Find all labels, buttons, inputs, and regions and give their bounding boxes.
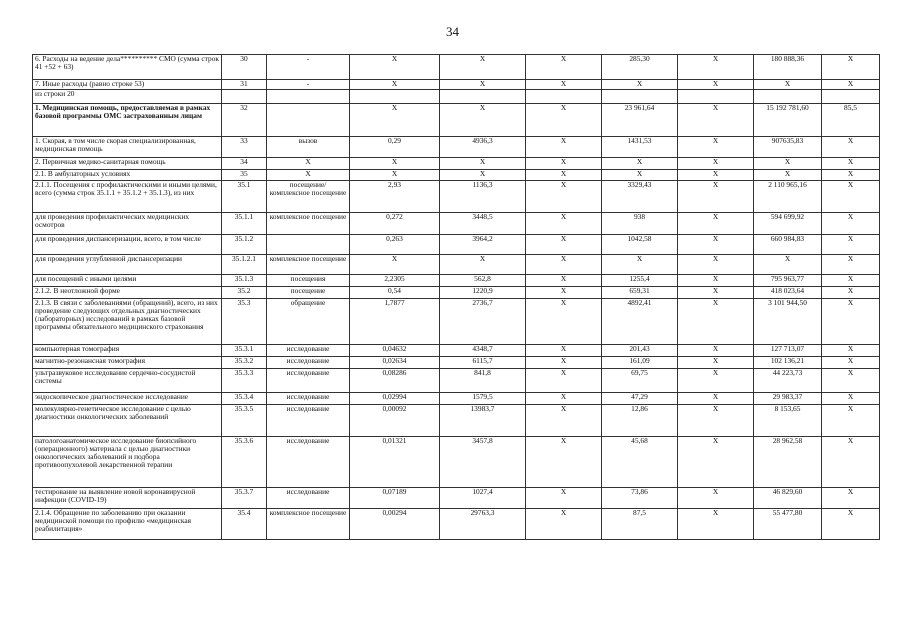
table-cell: посещения xyxy=(267,275,350,287)
table-cell: 161,09 xyxy=(602,357,678,369)
table-cell: 2736,7 xyxy=(440,299,526,345)
table-cell: Х xyxy=(602,170,678,181)
table-cell: 2 110 965,16 xyxy=(754,181,822,213)
table-cell: 1579,5 xyxy=(440,393,526,405)
table-cell: Х xyxy=(350,55,440,80)
table-cell: молекулярно-генетическое исследование с целью диагностики онкологических заболеваний xyxy=(33,405,222,437)
table-cell: Х xyxy=(822,170,880,181)
table-cell: 180 888,36 xyxy=(754,55,822,80)
table-row xyxy=(33,90,880,104)
table-cell: Х xyxy=(678,509,754,540)
table-cell: Х xyxy=(526,275,602,287)
table-cell: 2.1.2. В неотложной форме xyxy=(33,287,222,299)
table-cell: 1042,58 xyxy=(602,235,678,255)
table-cell: Х xyxy=(822,437,880,488)
table-cell: Х xyxy=(678,299,754,345)
table-cell: 3457,8 xyxy=(440,437,526,488)
table-cell: посещение/ комплексное посещение xyxy=(267,181,350,213)
table-cell: 35.4 xyxy=(222,509,267,540)
table-cell: 938 xyxy=(602,213,678,235)
table-cell: 102 136,21 xyxy=(754,357,822,369)
table-cell: 659,31 xyxy=(602,287,678,299)
table-row xyxy=(33,509,880,540)
table-cell: 29 983,37 xyxy=(754,393,822,405)
table-cell: 87,5 xyxy=(602,509,678,540)
table-cell: 4348,7 xyxy=(440,345,526,357)
table-cell: 2. Первичная медико-санитарная помощь xyxy=(33,158,222,170)
table-cell: для посещений с иными целями xyxy=(33,275,222,287)
table-cell: Х xyxy=(678,104,754,137)
table-cell: 0,54 xyxy=(350,287,440,299)
table-cell: Х xyxy=(678,235,754,255)
table-cell: 1431,53 xyxy=(602,137,678,158)
table-cell: Х xyxy=(526,357,602,369)
table-cell: исследование xyxy=(267,405,350,437)
table-cell: 0,04632 xyxy=(350,345,440,357)
table-cell: Х xyxy=(678,393,754,405)
table-cell: для проведения углубленной диспансеризации xyxy=(33,255,222,275)
table-cell: Х xyxy=(822,80,880,90)
table-cell: исследование xyxy=(267,369,350,393)
table-cell: Х xyxy=(822,55,880,80)
table-cell: 35.3.4 xyxy=(222,393,267,405)
table-cell: Х xyxy=(678,275,754,287)
table-cell: компьютерная томография xyxy=(33,345,222,357)
table-cell: 0,02994 xyxy=(350,393,440,405)
table-cell: Х xyxy=(526,170,602,181)
table-cell: Х xyxy=(678,80,754,90)
table-cell: Х xyxy=(822,405,880,437)
table-cell xyxy=(822,90,880,104)
table-row xyxy=(33,80,880,90)
table-cell: Х xyxy=(678,357,754,369)
table-cell: 12,86 xyxy=(602,405,678,437)
table-cell: 2.1.3. В связи с заболеваниями (обращений), всего, из них проведение следующих отдельных диагностических (лабораторных) исследований в рамках базовой программы обязательного медицинского страхования xyxy=(33,299,222,345)
table-cell: Х xyxy=(526,181,602,213)
table-cell: Х xyxy=(678,255,754,275)
table-cell: Х xyxy=(350,104,440,137)
table-cell: 35.1.2.1 xyxy=(222,255,267,275)
table-cell: Х xyxy=(440,55,526,80)
table-cell xyxy=(526,90,602,104)
table-cell: Х xyxy=(526,137,602,158)
table-cell: Х xyxy=(526,158,602,170)
table-row xyxy=(33,275,880,287)
table-cell: 35.1.1 xyxy=(222,213,267,235)
table-cell: вызов xyxy=(267,137,350,158)
table-cell: Х xyxy=(526,393,602,405)
table-cell: 0,29 xyxy=(350,137,440,158)
table-cell: Х xyxy=(678,345,754,357)
table-row xyxy=(33,488,880,509)
table-cell: Х xyxy=(822,299,880,345)
table-cell: 1,7877 xyxy=(350,299,440,345)
table-cell xyxy=(267,104,350,137)
table-cell: Х xyxy=(678,369,754,393)
table-cell: 73,86 xyxy=(602,488,678,509)
table-cell: исследование xyxy=(267,488,350,509)
table-cell: Х xyxy=(754,255,822,275)
table-cell: 28 962,58 xyxy=(754,437,822,488)
table-cell: 0,263 xyxy=(350,235,440,255)
table-cell: Х xyxy=(526,80,602,90)
table-row xyxy=(33,369,880,393)
table-cell: исследование xyxy=(267,393,350,405)
table-cell: 795 963,77 xyxy=(754,275,822,287)
table-cell: исследование xyxy=(267,357,350,369)
table-cell: для проведения диспансеризации, всего, в том числе xyxy=(33,235,222,255)
table-cell: 3329,43 xyxy=(602,181,678,213)
table-cell: Х xyxy=(440,170,526,181)
table-cell: 660 984,83 xyxy=(754,235,822,255)
table-cell: исследование xyxy=(267,345,350,357)
table-cell: Х xyxy=(678,170,754,181)
table-cell: 35.3.2 xyxy=(222,357,267,369)
table-cell: 0,272 xyxy=(350,213,440,235)
page-number: 34 xyxy=(446,24,459,39)
table-cell: 35.3.5 xyxy=(222,405,267,437)
table-cell: 35.1.3 xyxy=(222,275,267,287)
table-cell: 4892,41 xyxy=(602,299,678,345)
table-cell: Х xyxy=(526,235,602,255)
table-cell: Х xyxy=(526,299,602,345)
table-cell: Х xyxy=(822,255,880,275)
table-cell: Х xyxy=(678,488,754,509)
table-cell xyxy=(678,90,754,104)
table-cell: из строки 20 xyxy=(33,90,222,104)
table-cell: 35.3.1 xyxy=(222,345,267,357)
table-cell: Х xyxy=(822,137,880,158)
table-cell: Х xyxy=(267,170,350,181)
table-cell xyxy=(440,90,526,104)
table-cell: 594 699,92 xyxy=(754,213,822,235)
table-cell: 841,8 xyxy=(440,369,526,393)
table-cell: 1255,4 xyxy=(602,275,678,287)
table-cell: 69,75 xyxy=(602,369,678,393)
table-cell xyxy=(267,90,350,104)
table-cell: 2,2305 xyxy=(350,275,440,287)
table-cell: эндоскопическое диагностическое исследование xyxy=(33,393,222,405)
table-cell: 47,29 xyxy=(602,393,678,405)
table-cell: 45,68 xyxy=(602,437,678,488)
table-cell: Х xyxy=(678,213,754,235)
table-cell: Х xyxy=(526,287,602,299)
table-cell: Х xyxy=(822,357,880,369)
table-cell: Х xyxy=(822,369,880,393)
table-cell: 7. Иные расходы (равно строке 53) xyxy=(33,80,222,90)
table-cell: Х xyxy=(526,345,602,357)
table-cell: - xyxy=(267,55,350,80)
table-row xyxy=(33,235,880,255)
table-cell: 35.3.3 xyxy=(222,369,267,393)
table-cell: Х xyxy=(526,369,602,393)
table-cell: 1. Медицинская помощь, предоставляемая в рамках базовой программы ОМС застрахованным лицам xyxy=(33,104,222,137)
table-row xyxy=(33,345,880,357)
table-cell xyxy=(222,90,267,104)
table-cell: 35.3.6 xyxy=(222,437,267,488)
table-cell: 46 829,60 xyxy=(754,488,822,509)
table-row xyxy=(33,158,880,170)
table-row xyxy=(33,181,880,213)
table-row xyxy=(33,55,880,80)
table-cell: 285,30 xyxy=(602,55,678,80)
table-cell: Х xyxy=(350,80,440,90)
table-cell: Х xyxy=(350,255,440,275)
table-cell: Х xyxy=(822,235,880,255)
table-cell: 35.2 xyxy=(222,287,267,299)
table-cell: Х xyxy=(754,170,822,181)
table-row xyxy=(33,405,880,437)
table-row xyxy=(33,170,880,181)
table-cell: Х xyxy=(526,437,602,488)
table-cell: Х xyxy=(822,488,880,509)
table-row xyxy=(33,255,880,275)
table-cell: Х xyxy=(526,405,602,437)
table-cell: 3 101 944,50 xyxy=(754,299,822,345)
table-cell: Х xyxy=(440,80,526,90)
table-cell: Х xyxy=(602,158,678,170)
table-cell: 55 477,80 xyxy=(754,509,822,540)
table-cell: 3448,5 xyxy=(440,213,526,235)
table-row xyxy=(33,357,880,369)
table-cell: Х xyxy=(678,437,754,488)
table-cell: Х xyxy=(754,158,822,170)
table-cell: 4936,3 xyxy=(440,137,526,158)
table-cell: Х xyxy=(678,137,754,158)
table-cell: Х xyxy=(526,509,602,540)
table-cell xyxy=(267,235,350,255)
table-cell: 35.3 xyxy=(222,299,267,345)
table-cell: 23 961,64 xyxy=(602,104,678,137)
table-cell: Х xyxy=(440,104,526,137)
table-row xyxy=(33,213,880,235)
table-cell: 1136,3 xyxy=(440,181,526,213)
table-cell: Х xyxy=(267,158,350,170)
table-cell: посещение xyxy=(267,287,350,299)
table-cell: Х xyxy=(602,80,678,90)
table-cell: 6. Расходы на ведение дела********** СМО (сумма строк 41 +52 + 63) xyxy=(33,55,222,80)
table-cell: обращение xyxy=(267,299,350,345)
table-cell: Х xyxy=(822,393,880,405)
table-cell: 31 xyxy=(222,80,267,90)
table-cell: 44 223,73 xyxy=(754,369,822,393)
table-cell: Х xyxy=(526,55,602,80)
table-cell: 30 xyxy=(222,55,267,80)
table-cell: 907635,83 xyxy=(754,137,822,158)
table-cell: 0,02634 xyxy=(350,357,440,369)
table-cell: Х xyxy=(754,80,822,90)
table-row xyxy=(33,104,880,137)
table-cell: Х xyxy=(350,170,440,181)
table-cell: Х xyxy=(526,104,602,137)
table-cell: Х xyxy=(350,158,440,170)
table-cell: комплексное посещение xyxy=(267,255,350,275)
table-cell xyxy=(350,90,440,104)
table-cell: Х xyxy=(822,275,880,287)
table-cell: 35.1 xyxy=(222,181,267,213)
table-cell: Х xyxy=(526,213,602,235)
table-cell: тестирование на выявление новой коронавирусной инфекции (COVID-19) xyxy=(33,488,222,509)
table-cell: 1220,9 xyxy=(440,287,526,299)
table-cell: - xyxy=(267,80,350,90)
table-cell: 8 153,65 xyxy=(754,405,822,437)
table-cell: Х xyxy=(602,255,678,275)
table-cell: Х xyxy=(822,213,880,235)
table-cell: Х xyxy=(822,509,880,540)
table-cell xyxy=(754,90,822,104)
table-cell: 2,93 xyxy=(350,181,440,213)
table-cell: 2.1. В амбулаторных условиях xyxy=(33,170,222,181)
table-cell: 13983,7 xyxy=(440,405,526,437)
data-table xyxy=(32,54,880,540)
table-cell: 32 xyxy=(222,104,267,137)
table-cell: Х xyxy=(822,287,880,299)
table-cell: Х xyxy=(678,181,754,213)
table-cell: Х xyxy=(678,405,754,437)
table-cell: 15 192 781,60 xyxy=(754,104,822,137)
table-cell: комплексное посещение xyxy=(267,509,350,540)
table-cell: 34 xyxy=(222,158,267,170)
table-cell: 0,08286 xyxy=(350,369,440,393)
table-cell: исследование xyxy=(267,437,350,488)
table-cell: Х xyxy=(440,158,526,170)
table-cell: 6115,7 xyxy=(440,357,526,369)
table-cell: 562,8 xyxy=(440,275,526,287)
table-cell: комплексное посещение xyxy=(267,213,350,235)
table-cell: ультразвуковое исследование сердечно-сосудистой системы xyxy=(33,369,222,393)
table-cell: 3964,2 xyxy=(440,235,526,255)
table-cell: 85,5 xyxy=(822,104,880,137)
table-row xyxy=(33,299,880,345)
table-cell: Х xyxy=(678,287,754,299)
table-row xyxy=(33,437,880,488)
table-cell: патологоанатомическое исследование биопсийного (операционного) материала с целью диагностики онкологических заболеваний и подбора противоопухолевой лекарственной терапии xyxy=(33,437,222,488)
table-cell: Х xyxy=(678,158,754,170)
table-cell xyxy=(602,90,678,104)
table-cell: Х xyxy=(822,181,880,213)
table-cell: Х xyxy=(678,55,754,80)
table-cell: 418 023,64 xyxy=(754,287,822,299)
table-cell: 35.1.2 xyxy=(222,235,267,255)
table-cell: 0,01321 xyxy=(350,437,440,488)
table-cell: 0,07189 xyxy=(350,488,440,509)
table-cell: 35.3.7 xyxy=(222,488,267,509)
table-cell: Х xyxy=(440,255,526,275)
table-row xyxy=(33,393,880,405)
table-cell: Х xyxy=(822,158,880,170)
table-cell: 0,00294 xyxy=(350,509,440,540)
table-cell: Х xyxy=(822,345,880,357)
table-cell: 2.1.4. Обращение по заболеванию при оказании медицинской помощи по профилю «медицинская реабилитация» xyxy=(33,509,222,540)
table-cell: 127 713,07 xyxy=(754,345,822,357)
table-cell: 2.1.1. Посещения с профилактическими и иными целями, всего (сумма строк 35.1.1 + 35.1.2 + 35.1.3), из них xyxy=(33,181,222,213)
table-cell: 35 xyxy=(222,170,267,181)
table-cell: для проведения профилактических медицинских осмотров xyxy=(33,213,222,235)
table-cell: 29763,3 xyxy=(440,509,526,540)
table-row xyxy=(33,137,880,158)
table-cell: 33 xyxy=(222,137,267,158)
table-cell: 1. Скорая, в том числе скорая специализированная, медицинская помощь xyxy=(33,137,222,158)
table-cell: 201,43 xyxy=(602,345,678,357)
table-cell: Х xyxy=(526,488,602,509)
table-cell: 1027,4 xyxy=(440,488,526,509)
table-cell: магнитно-резонансная томография xyxy=(33,357,222,369)
table-cell: Х xyxy=(526,255,602,275)
table-row xyxy=(33,287,880,299)
table-cell: 0,00092 xyxy=(350,405,440,437)
